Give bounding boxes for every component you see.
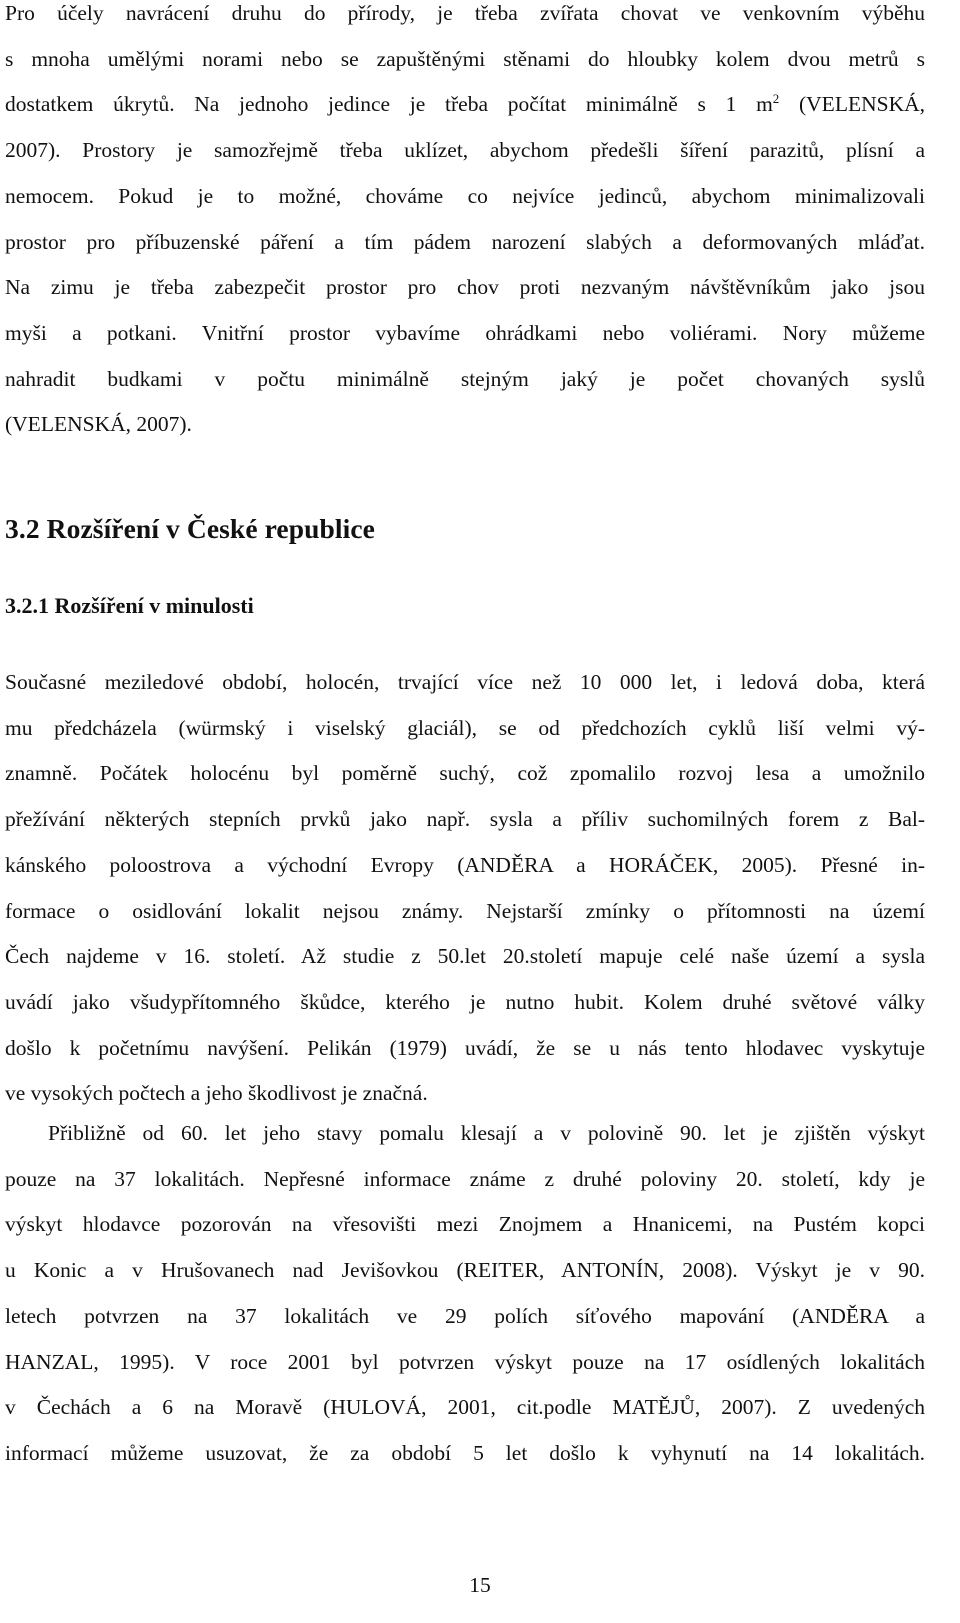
paragraph-history — [5, 660, 925, 1117]
section-heading: 3.2 Rozšíření v České republice — [5, 513, 375, 544]
text-line: Na zimu je třeba zabezpečit prostor pro chov proti nezvaným návštěvníkům jako jsou — [5, 275, 925, 300]
paragraph-decline — [5, 1111, 925, 1477]
text-line: přežívání některých stepních prvků jako např. sysla a příliv suchomilných forem z Bal- — [5, 807, 925, 832]
text-line-tail: (VELENSKÁ, — [779, 92, 925, 117]
text-line: došlo k početnímu navýšení. Pelikán (1979) uvádí, že se u nás tento hlodavec vyskytuje — [5, 1035, 925, 1060]
text-line: výskyt hlodavce pozorován na vřesovišti mezi Znojmem a Hnanicemi, na Pustém kopci — [5, 1212, 925, 1237]
text-line: Přibližně od 60. let jeho stavy pomalu klesají a v polovině 90. let je zjištěn výskyt — [48, 1121, 925, 1145]
text-line: s mnoha umělými norami nebo se zapuštěnými stěnami do hloubky kolem dvou metrů s — [5, 46, 925, 71]
text-line — [5, 82, 925, 128]
text-line: prostor pro příbuzenské páření a tím pádem narození slabých a deformovaných mláďat. — [5, 229, 925, 254]
text-line: mu předcházela (würmský i viselský glaciál), se od předchozích cyklů liší velmi vý- — [5, 715, 925, 740]
text-line: (VELENSKÁ, 2007). — [5, 412, 192, 437]
text-line: uvádí jako všudypřítomného škůdce, kterého je nutno hubit. Kolem druhé světové války — [5, 989, 925, 1014]
text-line: Pro účely navrácení druhu do přírody, je třeba zvířata chovat ve venkovním výběhu — [5, 1, 925, 25]
text-line: nemocem. Pokud je to možné, chováme co nejvíce jedinců, abychom minimalizovali — [5, 183, 925, 208]
text-line: kánského poloostrova a východní Evropy (ANDĚRA a HORÁČEK, 2005). Přesné in- — [5, 852, 925, 877]
text-line: HANZAL, 1995). V roce 2001 byl potvrzen výskyt pouze na 17 osídlených lokalitách — [5, 1349, 925, 1374]
text-line: Současné meziledové období, holocén, trvající více než 10 000 let, i ledová doba, která — [5, 670, 925, 694]
text-line: ve vysokých počtech a jeho škodlivost je značná. — [5, 1081, 428, 1106]
text-line: nahradit budkami v počtu minimálně stejným jaký je počet chovaných syslů — [5, 366, 925, 391]
text-line: informací můžeme usuzovat, že za období 5 let došlo k vyhynutí na 14 lokalitách. — [5, 1440, 925, 1465]
text-line: myši a potkani. Vnitřní prostor vybavíme ohrádkami nebo voliérami. Nory můžeme — [5, 320, 925, 345]
text-line-head: dostatkem úkrytů. Na jednoho jedince je třeba počítat minimálně s 1 m — [5, 92, 773, 117]
text-line: letech potvrzen na 37 lokalitách ve 29 polích síťového mapování (ANDĚRA a — [5, 1303, 925, 1328]
text-line: 2007). Prostory je samozřejmě třeba uklízet, abychom předešli šíření parazitů, plísní a — [5, 138, 925, 163]
text-line: Čech najdeme v 16. století. Až studie z 50.let 20.století mapuje celé naše území a sysla — [5, 944, 925, 969]
superscript: 2 — [772, 91, 780, 107]
text-line: znamně. Počátek holocénu byl poměrně suchý, což zpomalilo rozvoj lesa a umožnilo — [5, 761, 925, 786]
text-line: v Čechách a 6 na Moravě (HULOVÁ, 2001, cit.podle MATĚJŮ, 2007). Z uvedených — [5, 1395, 925, 1420]
page-number: 15 — [469, 1573, 491, 1597]
subsection-heading: 3.2.1 Rozšíření v minulosti — [5, 593, 254, 618]
paragraph-captive-breeding — [5, 0, 925, 448]
text-line: formace o osidlování lokalit nejsou známy. Nejstarší zmínky o přítomnosti na území — [5, 898, 925, 923]
text-line: pouze na 37 lokalitách. Nepřesné informace známe z druhé poloviny 20. století, kdy je — [5, 1166, 925, 1191]
text-line: u Konic a v Hrušovanech nad Jevišovkou (REITER, ANTONÍN, 2008). Výskyt je v 90. — [5, 1258, 925, 1283]
